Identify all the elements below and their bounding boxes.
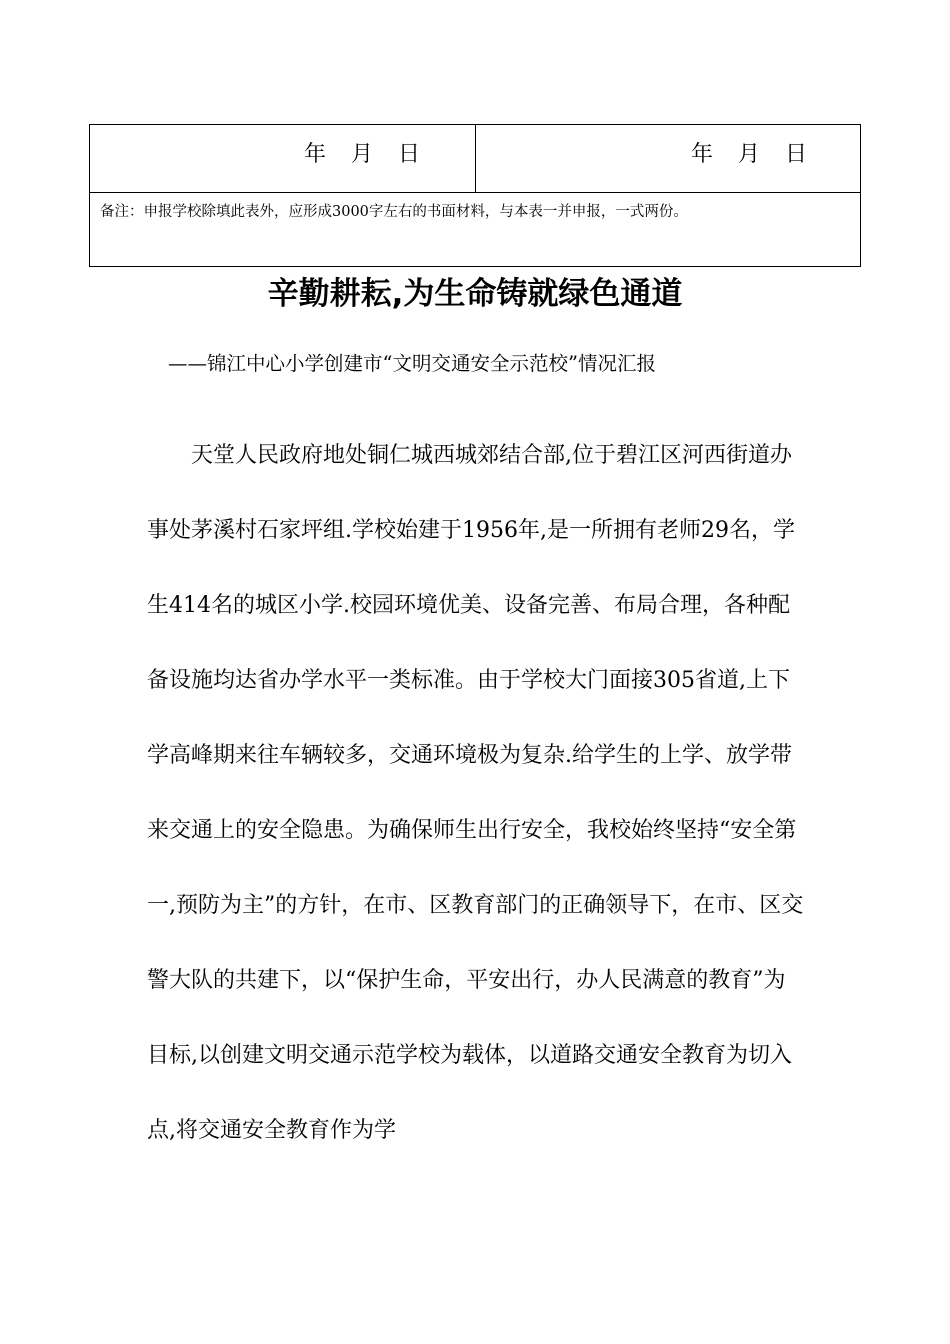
- body-paragraph: 天堂人民政府地处铜仁城西城郊结合部,位于碧江区河西街道办事处茅溪村石家坪组.学校始建于1956年,是一所拥有老师29名，学生414名的城区小学.校园环境优美、设备完善、布局合理，各种配备设施均达省办学水平一类标准。由于学校大门面接305省道,上下学高峰期来往车辆较多，交通环境极为复杂.给学生的上学、放学带来交通上的安全隐患。为确保师生出行安全，我校始终坚持“安全第一,预防为主”的方针，在市、区教育部门的正确领导下，在市、区交警大队的共建下，以“保护生命，平安出行，办人民满意的教育”为目标,以创建文明交通示范学校为载体，以道路交通安全教育为切入点,将交通安全教育作为学: [147, 443, 804, 1143]
- date-right: 年 月 日: [691, 142, 808, 167]
- document-subtitle: ——锦江中心小学创建市“文明交通安全示范校”情况汇报: [168, 352, 656, 375]
- body-text: [147, 418, 807, 1168]
- date-cell-left: [90, 125, 476, 192]
- date-left: 年 月 日: [304, 142, 421, 167]
- date-cell-right: [476, 125, 860, 192]
- form-note: 备注：申报学校除填此表外，应形成3000字左右的书面材料，与本表一并申报，一式两份。: [100, 204, 688, 220]
- document-title: 辛勤耕耘,为生命铸就绿色通道: [267, 276, 683, 312]
- date-row: [90, 125, 860, 193]
- form-table: [89, 124, 861, 267]
